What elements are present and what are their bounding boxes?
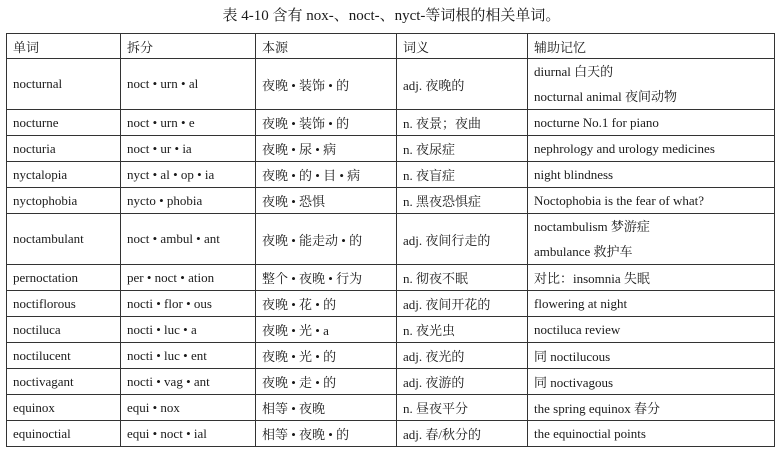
cell-meaning: n. 彻夜不眠 <box>397 265 528 291</box>
table-row <box>7 214 775 265</box>
cell-origin: 相等 • 夜晚 • 的 <box>256 421 397 447</box>
cell-word: noctambulant <box>7 214 121 265</box>
cell-meaning: n. 夜景；夜曲 <box>397 110 528 136</box>
cell-memory: nephrology and urology medicines <box>528 136 775 162</box>
cell-split: noct • ambul • ant <box>121 214 256 265</box>
table-row <box>7 369 775 395</box>
cell-word: equinox <box>7 395 121 421</box>
header-split: 拆分 <box>121 34 256 59</box>
cell-origin: 夜晚 • 光 • 的 <box>256 343 397 369</box>
cell-memory: Noctophobia is the fear of what? <box>528 188 775 214</box>
cell-word: nyctophobia <box>7 188 121 214</box>
cell-split: noct • ur • ia <box>121 136 256 162</box>
cell-meaning: adj. 夜游的 <box>397 369 528 395</box>
cell-split: noct • urn • e <box>121 110 256 136</box>
cell-split: noct • urn • al <box>121 59 256 110</box>
cell-memory: 同 noctivagous <box>528 369 775 395</box>
table-row <box>7 59 775 110</box>
cell-split: nyct • al • op • ia <box>121 162 256 188</box>
cell-word: noctiflorous <box>7 291 121 317</box>
cell-origin: 夜晚 • 尿 • 病 <box>256 136 397 162</box>
cell-word: nocturia <box>7 136 121 162</box>
table-row <box>7 395 775 421</box>
cell-split: equi • nox <box>121 395 256 421</box>
cell-origin: 夜晚 • 花 • 的 <box>256 291 397 317</box>
cell-meaning: n. 夜尿症 <box>397 136 528 162</box>
cell-split: equi • noct • ial <box>121 421 256 447</box>
cell-origin: 夜晚 • 光 • a <box>256 317 397 343</box>
cell-word: nocturnal <box>7 59 121 110</box>
cell-meaning: n. 黑夜恐惧症 <box>397 188 528 214</box>
cell-memory: 同 noctilucous <box>528 343 775 369</box>
cell-word: noctilucent <box>7 343 121 369</box>
table-header-row <box>7 34 775 59</box>
cell-meaning: adj. 春/秋分的 <box>397 421 528 447</box>
cell-origin: 相等 • 夜晚 <box>256 395 397 421</box>
header-origin: 本源 <box>256 34 397 59</box>
table-row <box>7 110 775 136</box>
table-row <box>7 291 775 317</box>
table-row <box>7 265 775 291</box>
cell-meaning: adj. 夜间开花的 <box>397 291 528 317</box>
cell-origin: 夜晚 • 的 • 目 • 病 <box>256 162 397 188</box>
cell-memory <box>528 214 775 265</box>
cell-origin: 夜晚 • 走 • 的 <box>256 369 397 395</box>
cell-meaning: n. 夜光虫 <box>397 317 528 343</box>
cell-word: pernoctation <box>7 265 121 291</box>
cell-split: per • noct • ation <box>121 265 256 291</box>
table-row <box>7 136 775 162</box>
cell-word: noctiluca <box>7 317 121 343</box>
cell-split: nocti • flor • ous <box>121 291 256 317</box>
table-row <box>7 343 775 369</box>
table-row <box>7 317 775 343</box>
header-meaning: 词义 <box>397 34 528 59</box>
cell-memory: night blindness <box>528 162 775 188</box>
table-row <box>7 162 775 188</box>
cell-split: nocti • vag • ant <box>121 369 256 395</box>
cell-meaning: adj. 夜光的 <box>397 343 528 369</box>
cell-split: nocti • luc • ent <box>121 343 256 369</box>
cell-memory: the spring equinox 春分 <box>528 395 775 421</box>
cell-split: nocti • luc • a <box>121 317 256 343</box>
cell-memory: 对比：insomnia 失眠 <box>528 265 775 291</box>
cell-memory: nocturne No.1 for piano <box>528 110 775 136</box>
cell-meaning: n. 夜盲症 <box>397 162 528 188</box>
cell-origin: 整个 • 夜晚 • 行为 <box>256 265 397 291</box>
cell-memory: noctiluca review <box>528 317 775 343</box>
cell-origin: 夜晚 • 能走动 • 的 <box>256 214 397 265</box>
word-table <box>6 33 775 447</box>
cell-origin: 夜晚 • 装饰 • 的 <box>256 59 397 110</box>
cell-word: nyctalopia <box>7 162 121 188</box>
header-word: 单词 <box>7 34 121 59</box>
table-body <box>7 59 775 447</box>
cell-meaning: adj. 夜晚的 <box>397 59 528 110</box>
table-row <box>7 421 775 447</box>
cell-word: noctivagant <box>7 369 121 395</box>
cell-word: equinoctial <box>7 421 121 447</box>
cell-memory <box>528 59 775 110</box>
memory-line: nocturnal animal 夜间动物 <box>534 89 677 104</box>
cell-memory: flowering at night <box>528 291 775 317</box>
cell-origin: 夜晚 • 装饰 • 的 <box>256 110 397 136</box>
cell-origin: 夜晚 • 恐惧 <box>256 188 397 214</box>
memory-line: diurnal 白天的 <box>534 64 614 79</box>
cell-word: nocturne <box>7 110 121 136</box>
table-caption: 表 4-10 含有 nox-、noct-、nyct-等词根的相关单词。 <box>222 8 561 24</box>
table-row <box>7 188 775 214</box>
cell-meaning: adj. 夜间行走的 <box>397 214 528 265</box>
cell-split: nycto • phobia <box>121 188 256 214</box>
header-memory: 辅助记忆 <box>528 34 775 59</box>
memory-line: ambulance 救护车 <box>534 244 633 259</box>
cell-memory: the equinoctial points <box>528 421 775 447</box>
cell-meaning: n. 昼夜平分 <box>397 395 528 421</box>
memory-line: noctambulism 梦游症 <box>534 219 650 234</box>
